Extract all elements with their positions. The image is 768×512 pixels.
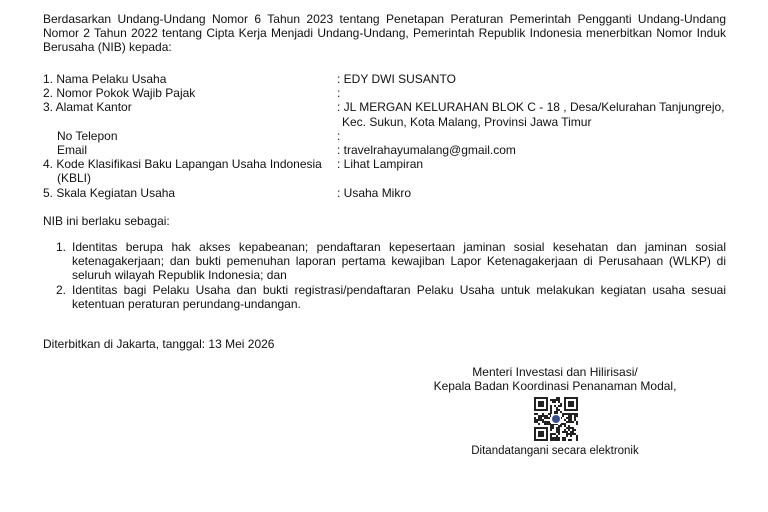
list-item — [56, 240, 726, 283]
field-row-alamat — [43, 100, 733, 129]
kbli-value: : Lihat Lampiran — [337, 157, 424, 172]
email-label: Email — [57, 143, 88, 157]
list-item-number: 2. — [56, 282, 67, 297]
nama-label: 1. Nama Pelaku Usaha — [43, 72, 167, 86]
intro-paragraph: Berdasarkan Undang-Undang Nomor 6 Tahun 2023 tentang Penetapan Peraturan Pemerintah Pengganti Undang-Undang Nomor 2 Tahun 2022 tentang Cipta Kerja Menjadi Undang-Undang, Pemerintah Republik Indonesia menerbitkan Nomor Induk Berusaha (NIB) kepada: — [43, 12, 726, 55]
signatory-line-1: Menteri Investasi dan Hilirisasi/ — [472, 365, 638, 379]
skala-value: : Usaha Mikro — [337, 185, 412, 200]
kbli-label-line-1: 4. Kode Klasifikasi Baku Lapangan Usaha Indonesia — [43, 157, 322, 172]
list-item — [56, 283, 726, 311]
field-row-email — [43, 143, 733, 157]
issued-place-date: Diterbitkan di Jakarta, tanggal: 13 Mei 2026 — [43, 337, 275, 351]
list-item-text: Identitas bagi Pelaku Usaha dan bukti registrasi/pendaftaran Pelaku Usaha untuk melakukan kegiatan usaha sesuai ketentuan peraturan perundang-undangan. — [72, 282, 726, 311]
alamat-value — [337, 100, 727, 128]
npwp-label: 2. Nomor Pokok Wajib Pajak — [43, 86, 196, 101]
telepon-label: No Telepon — [57, 128, 118, 143]
field-row-telepon — [43, 129, 733, 143]
kbli-label-line-2: (KBLI) — [57, 171, 92, 186]
field-row-skala — [43, 186, 733, 200]
nib-usage-title: NIB ini berlaku sebagai: — [43, 214, 170, 228]
list-item-number: 1. — [56, 240, 67, 254]
alamat-label: 3. Alamat Kantor — [43, 100, 132, 115]
signatory-title — [400, 365, 710, 393]
alamat-value-line-2: Kec. Sukun, Kota Malang, Provinsi Jawa Timur — [342, 114, 592, 129]
business-fields — [43, 72, 733, 200]
nib-usage-list — [43, 240, 726, 311]
electronic-signature-note: Ditandatangani secara elektronik — [471, 445, 639, 457]
field-row-kbli — [43, 157, 733, 185]
npwp-value: : — [337, 86, 341, 101]
nama-value: : EDY DWI SUSANTO — [337, 72, 456, 86]
qr-code-icon — [534, 397, 578, 441]
list-item-text: Identitas berupa hak akses kepabeanan; pendaftaran kepesertaan jaminan sosial kesehatan dan jaminan sosial ketenagakerjaan; dan bukti pemenuhan laporan pertama kewajiban Lapor Ketenagakerjaan di Perusahaan (WLKP) di seluruh wilayah Republik Indonesia; dan — [72, 240, 726, 283]
field-row-nama — [43, 72, 733, 86]
skala-label: 5. Skala Kegiatan Usaha — [43, 185, 176, 200]
qr-code-graphic — [534, 397, 578, 441]
email-value: : travelrahayumalang@gmail.com — [337, 143, 516, 157]
signatory-line-2: Kepala Badan Koordinasi Penanaman Modal, — [433, 379, 677, 394]
field-row-npwp — [43, 86, 733, 100]
alamat-value-line-1: : JL MERGAN KELURAHAN BLOK C - 18 , Desa/Kelurahan Tanjungrejo, — [337, 100, 725, 115]
telepon-value: : — [337, 128, 341, 143]
